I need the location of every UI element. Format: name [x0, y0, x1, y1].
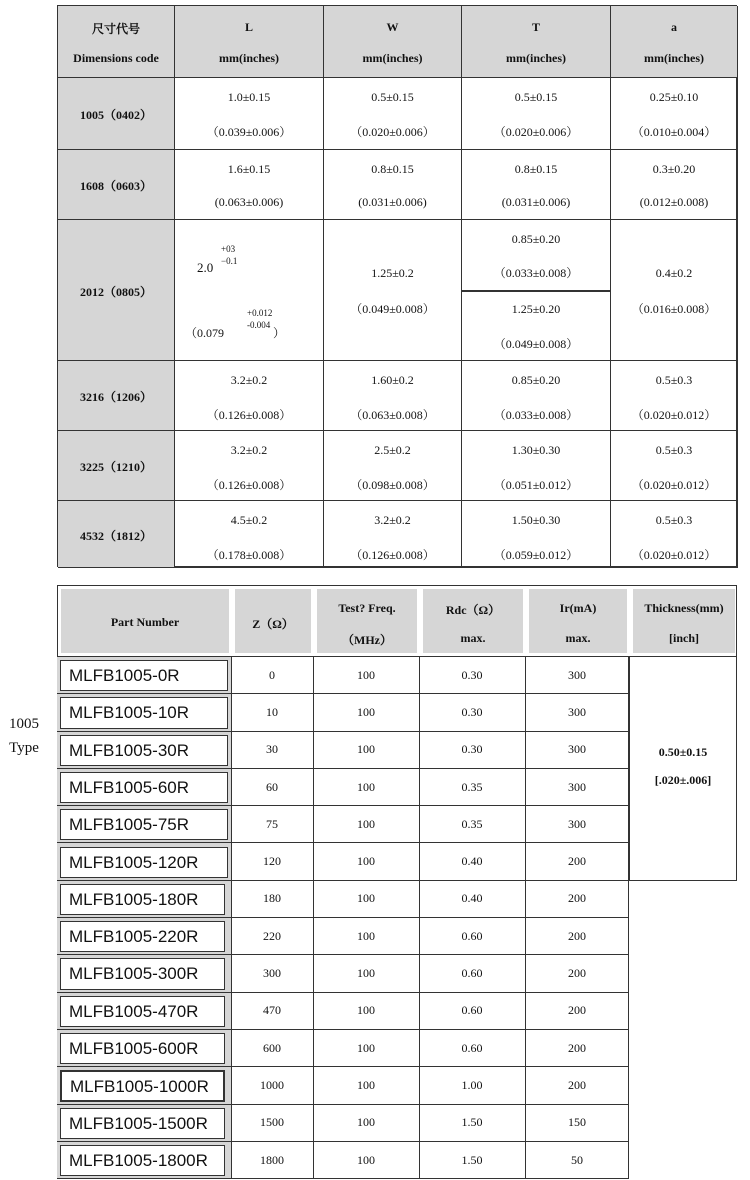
table-row — [57, 1105, 629, 1142]
parts-header-row — [57, 585, 737, 657]
part-ir: 300 — [568, 667, 586, 682]
part-rdc: 0.40 — [461, 891, 483, 906]
dim-L-cell — [175, 361, 324, 431]
part-rdc: 0.60 — [461, 928, 483, 943]
parts-header-0 — [61, 589, 229, 653]
dim-value: 1.25±0.2 — [371, 266, 414, 280]
dim-L-cell — [175, 150, 324, 220]
parts-header-line2: max. — [460, 631, 486, 645]
dim-value-inch: （0.020±0.012） — [631, 408, 717, 422]
dim-value-inch: （0.020±0.006） — [493, 125, 579, 139]
dim-value-inch: （0.020±0.012） — [631, 548, 717, 562]
dim-L-main: 2.0 — [197, 260, 214, 275]
parts-header-line2: max. — [565, 631, 591, 645]
dim-value: 1.50±0.30 — [511, 513, 561, 527]
dim-L2-main: （0.079 — [185, 326, 225, 340]
type-label-size: 1005 — [9, 716, 39, 732]
dim-value-inch: (0.031±0.006) — [501, 195, 571, 209]
dim-T-cell — [462, 361, 611, 431]
column-divider — [313, 657, 314, 1179]
dim-header-1 — [175, 6, 324, 78]
part-rdc: 1.50 — [461, 1152, 483, 1167]
part-z: 600 — [263, 1040, 281, 1055]
table-row — [57, 657, 629, 694]
part-ir: 50 — [571, 1152, 583, 1167]
part-number: MLFB1005-120R — [60, 847, 228, 878]
dim-L-cell — [175, 78, 324, 150]
part-freq: 100 — [357, 1040, 375, 1055]
part-number: MLFB1005-180R — [60, 884, 225, 915]
table-row — [57, 769, 629, 806]
thickness-cell — [629, 657, 737, 881]
dim-a-cell — [611, 78, 738, 150]
part-rdc: 0.40 — [461, 854, 483, 869]
dim-W-cell — [324, 150, 462, 220]
dim-T-split — [462, 290, 610, 292]
part-z: 1500 — [260, 1115, 284, 1130]
dim-value: 0.4±0.2 — [655, 266, 693, 280]
dim-code-cell — [58, 78, 175, 150]
parts-header-line1: Z（Ω） — [252, 617, 294, 631]
part-ir: 150 — [568, 1115, 586, 1130]
parts-header-4 — [529, 589, 627, 653]
dim-header-line2: Dimensions code — [73, 51, 159, 65]
part-ir: 200 — [568, 1077, 586, 1092]
part-z: 120 — [263, 854, 281, 869]
dim-W-cell — [324, 361, 462, 431]
parts-header-line2: （MHz） — [342, 633, 392, 647]
dim-code: 1608（0603） — [79, 179, 152, 193]
dim-code: 2012（0805） — [79, 284, 152, 299]
dim-code: 3225（1210） — [79, 460, 152, 474]
dim-W-cell — [324, 220, 462, 361]
dim-header-line1: T — [531, 20, 540, 34]
dim-value: 0.5±0.3 — [655, 373, 693, 387]
dim-header-0 — [58, 6, 175, 78]
dim-header-line1: L — [244, 20, 253, 34]
dim-value: 3.2±0.2 — [374, 513, 411, 527]
dim-header-4 — [611, 6, 738, 78]
dim-a-cell — [611, 150, 738, 220]
table-row — [57, 993, 629, 1030]
dim-value-inch: (0.031±0.006) — [358, 195, 427, 209]
part-number: MLFB1005-300R — [60, 958, 225, 989]
dim-header-line1: a — [671, 20, 677, 34]
part-z: 75 — [266, 816, 278, 831]
dim-code-cell — [58, 150, 175, 220]
part-freq: 100 — [357, 1077, 375, 1092]
dim-code-cell — [58, 220, 175, 361]
part-z: 10 — [266, 704, 278, 719]
table-row — [57, 694, 629, 731]
dim-value: 0.5±0.3 — [655, 513, 693, 527]
dimensions-table — [57, 5, 737, 567]
parts-header-5 — [633, 589, 735, 653]
part-freq: 100 — [357, 816, 375, 831]
dim-header-line2: mm(inches) — [219, 51, 279, 65]
part-freq: 100 — [357, 742, 375, 757]
dim-header-line1: 尺寸代号 — [91, 22, 140, 36]
part-ir: 200 — [568, 854, 586, 869]
part-rdc: 1.50 — [461, 1115, 483, 1130]
dim-value-inch: （0.049±0.008） — [493, 337, 579, 351]
dim-value: 0.85±0.20 — [511, 232, 561, 246]
part-ir: 300 — [568, 704, 586, 719]
dim-W-cell — [324, 431, 462, 501]
part-rdc: 0.30 — [461, 742, 483, 757]
dim-L-sup: +03 — [221, 244, 236, 254]
part-rdc: 0.35 — [461, 779, 483, 794]
dim-L-cell — [175, 431, 324, 501]
dim-value-inch: （0.020±0.006） — [350, 125, 435, 139]
table-row — [57, 806, 629, 843]
part-ir: 200 — [568, 928, 586, 943]
dim-value-inch: （0.016±0.008） — [631, 302, 717, 316]
part-number: MLFB1005-60R — [60, 772, 228, 803]
part-number: MLFB1005-470R — [60, 996, 225, 1027]
part-freq: 100 — [357, 1152, 375, 1167]
parts-table — [57, 580, 737, 1180]
dim-value-inch: （0.033±0.008） — [493, 408, 579, 422]
part-z: 300 — [263, 966, 281, 981]
dim-a-cell — [611, 431, 738, 501]
part-z: 220 — [263, 928, 281, 943]
parts-header-line1: Rdc（Ω） — [445, 603, 501, 617]
dim-value: 0.8±0.15 — [371, 162, 414, 176]
dim-L-cell — [175, 501, 324, 568]
dim-code: 4532（1812） — [79, 528, 152, 543]
dim-header-line2: mm(inches) — [644, 51, 704, 65]
table-row — [57, 844, 629, 881]
dim-L-sub: −0.1 — [221, 256, 238, 266]
dim-T-cell — [462, 78, 611, 150]
part-rdc: 0.30 — [461, 667, 483, 682]
dim-value-inch: （0.033±0.008） — [493, 266, 579, 280]
dim-header-2 — [324, 6, 462, 78]
dim-value: 0.25±0.10 — [649, 90, 699, 104]
dim-value: 0.3±0.20 — [652, 162, 696, 176]
part-freq: 100 — [357, 1003, 375, 1018]
parts-header-1 — [235, 589, 311, 653]
part-ir: 300 — [568, 779, 586, 794]
part-freq: 100 — [357, 1115, 375, 1130]
part-rdc: 0.60 — [461, 966, 483, 981]
parts-header-line1: Ir(mA) — [559, 601, 597, 615]
dim-code-cell — [58, 361, 175, 431]
type-label — [2, 712, 46, 760]
part-number: MLFB1005-10R — [60, 697, 228, 728]
dim-L2-sup: +0.012 — [247, 308, 273, 318]
dim-value: 0.85±0.20 — [511, 373, 561, 387]
part-z: 1800 — [260, 1152, 284, 1167]
parts-header-line2: [inch] — [669, 631, 699, 645]
dim-T-cell — [462, 501, 611, 568]
dim-value-inch: （0.010±0.004） — [631, 125, 717, 139]
part-rdc: 0.35 — [461, 816, 483, 831]
part-number: MLFB1005-1000R — [60, 1070, 225, 1101]
table-row — [57, 955, 629, 992]
dim-value-inch: （0.126±0.008） — [206, 408, 292, 422]
parts-header-2 — [317, 589, 417, 653]
part-rdc: 0.30 — [461, 704, 483, 719]
part-ir: 300 — [568, 742, 586, 757]
dim-header-3 — [462, 6, 611, 78]
part-number: MLFB1005-75R — [60, 809, 228, 840]
part-number: MLFB1005-0R — [60, 660, 228, 691]
dim-code: 1005（0402） — [79, 108, 152, 122]
dim-a-cell — [611, 361, 738, 431]
dim-a-cell — [611, 501, 738, 568]
dim-value: 0.8±0.15 — [514, 162, 558, 176]
part-z: 30 — [266, 742, 278, 757]
dim-code: 3216（1206） — [79, 390, 152, 404]
dim-L2-sub: -0.004 — [247, 320, 271, 330]
dim-value: 1.0±0.15 — [227, 90, 271, 104]
part-freq: 100 — [357, 667, 375, 682]
dim-a-cell — [611, 220, 738, 361]
table-row — [57, 732, 629, 769]
parts-header-line1: Part Number — [110, 615, 180, 629]
column-divider — [419, 657, 420, 1179]
dim-value-inch: （0.059±0.012） — [493, 548, 579, 562]
dim-value: 3.2±0.2 — [230, 443, 268, 457]
dim-value-inch: （0.126±0.008） — [206, 478, 292, 492]
dim-value-inch: （0.020±0.012） — [631, 478, 717, 492]
part-ir: 200 — [568, 1040, 586, 1055]
table-row — [57, 1067, 629, 1104]
table-row — [57, 1030, 629, 1067]
part-ir: 200 — [568, 1003, 586, 1018]
part-rdc: 1.00 — [461, 1077, 483, 1092]
dim-value-inch: （0.126±0.008） — [350, 548, 435, 562]
parts-header-3 — [423, 589, 523, 653]
column-divider — [525, 657, 526, 1179]
part-rdc: 0.60 — [461, 1003, 483, 1018]
dim-value: 1.6±0.15 — [227, 162, 271, 176]
part-freq: 100 — [357, 704, 375, 719]
thickness-value-inch: [.020±.006] — [654, 772, 712, 787]
part-freq: 100 — [357, 928, 375, 943]
type-label-word: Type — [9, 740, 39, 756]
dim-value: 1.30±0.30 — [511, 443, 561, 457]
table-row — [57, 918, 629, 955]
thickness-value: 0.50±0.15 — [658, 744, 708, 759]
dim-value-inch: （0.098±0.008） — [350, 478, 435, 492]
dim-value: 3.2±0.2 — [230, 373, 268, 387]
part-number: MLFB1005-220R — [60, 921, 225, 952]
dim-T-cell — [462, 220, 611, 361]
part-rdc: 0.60 — [461, 1040, 483, 1055]
dim-code-cell — [58, 431, 175, 501]
part-z: 0 — [269, 667, 275, 682]
part-freq: 100 — [357, 854, 375, 869]
dim-W-cell — [324, 501, 462, 568]
dim-value-inch: (0.063±0.006) — [214, 195, 284, 209]
dim-value-inch: （0.051±0.012） — [493, 478, 579, 492]
part-z: 470 — [263, 1003, 281, 1018]
dim-value: 1.25±0.20 — [511, 302, 561, 316]
dim-header-line1: W — [386, 20, 399, 34]
dim-value-inch: （0.049±0.008） — [350, 302, 435, 316]
dim-T-cell — [462, 150, 611, 220]
dim-value: 1.60±0.2 — [371, 373, 414, 387]
dim-value: 0.5±0.3 — [655, 443, 693, 457]
dim-value-inch: （0.039±0.006） — [206, 125, 292, 139]
part-ir: 200 — [568, 891, 586, 906]
dim-L-cell — [175, 220, 324, 361]
dim-header-line2: mm(inches) — [506, 51, 566, 65]
part-freq: 100 — [357, 966, 375, 981]
part-freq: 100 — [357, 779, 375, 794]
dim-value-inch: （0.178±0.008） — [206, 548, 292, 562]
dim-value-inch: (0.012±0.008) — [639, 195, 709, 209]
part-number: MLFB1005-600R — [60, 1033, 225, 1064]
dim-value: 4.5±0.2 — [230, 513, 268, 527]
parts-header-line1: Test? Freq. — [338, 601, 396, 615]
dim-value: 0.5±0.15 — [371, 90, 414, 104]
table-row — [57, 881, 629, 918]
table-row — [57, 1142, 629, 1179]
dim-header-line2: mm(inches) — [362, 51, 423, 65]
part-ir: 300 — [568, 816, 586, 831]
part-number: MLFB1005-1500R — [60, 1108, 225, 1139]
part-number: MLFB1005-1800R — [60, 1145, 225, 1176]
dim-value: 0.5±0.15 — [514, 90, 558, 104]
part-freq: 100 — [357, 891, 375, 906]
dim-code-cell — [58, 501, 175, 568]
part-z: 60 — [266, 779, 278, 794]
dim-L2-close: ） — [273, 326, 286, 340]
part-number: MLFB1005-30R — [60, 735, 228, 766]
parts-header-line1: Thickness(mm) — [644, 601, 724, 615]
dim-T-cell — [462, 431, 611, 501]
part-z: 180 — [263, 891, 281, 906]
part-z: 1000 — [260, 1077, 284, 1092]
dim-W-cell — [324, 78, 462, 150]
dim-value: 2.5±0.2 — [374, 443, 411, 457]
dim-value-inch: （0.063±0.008） — [350, 408, 435, 422]
part-ir: 200 — [568, 966, 586, 981]
